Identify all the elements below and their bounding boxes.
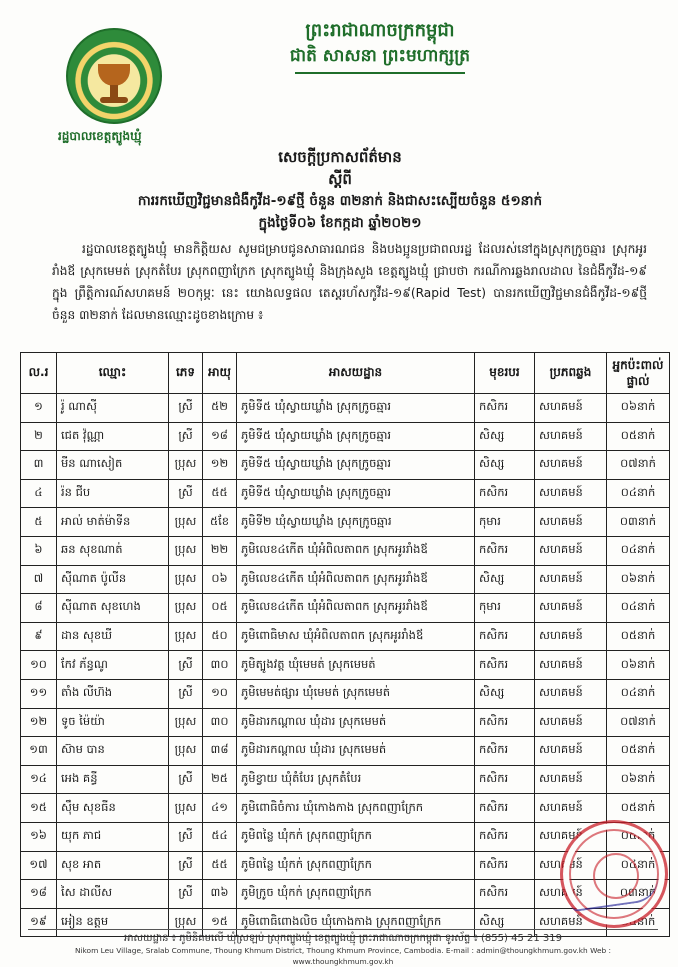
document-title: សេចក្ដីប្រកាសព័ត៌មាន xyxy=(278,148,402,166)
cell-contacts: ០៧នាក់ xyxy=(607,451,670,480)
intro-text: រដ្ឋបាលខេត្តត្បូងឃ្មុំ មានកិត្តិយស សូមជម្រាបជូនសាធារណជន និងបងប្អូនប្រជាពលរដ្ឋ ដែលរស់នៅក្នុងស្រុកក្រូចឆ្មារ ស្រុកអូររាំងឪ ស្រុកមេមត់ ស្រុកតំបែរ ស្រុកពញាក្រែក ស្រុកត្បូងឃ្មុំ និងក្រុងសួង ខេត្តត្បូងឃ្មុំ ជ្រាបថា ករណីការឆ្លងរាលដាល នៃជំងឺកូវីដ-១៩ ក្នុង ព្រឹត្តិការណ៍សហគមន៍ ២០កុម្ភៈ នេះ យោងលទ្ធផល តេស្តរហ័សកូវីដ-១៩(Rapid Test) បានរកឃើញវិជ្ជមានជំងឺកូវីដ-១៩ថ្មី ចំនួន ៣២នាក់ ដែលមានឈ្មោះដូចខាងក្រោម ៖ xyxy=(52,242,647,322)
cell-name: អេង គន្ធី xyxy=(57,765,169,794)
cell-occupation: កុមារ xyxy=(475,508,535,537)
cell-sex: ប្រុស xyxy=(169,565,203,594)
provincial-seal-icon xyxy=(66,28,162,124)
cell-source: សហគមន៍ xyxy=(535,451,607,480)
cell-contacts: ០៦នាក់ xyxy=(607,765,670,794)
cell-source: សហគមន៍ xyxy=(535,508,607,537)
table-row xyxy=(21,508,670,537)
cell-age: ២២ xyxy=(203,536,237,565)
cell-no: ៦ xyxy=(21,536,57,565)
table-header-row xyxy=(21,353,670,394)
cell-contacts: ០៥នាក់ xyxy=(607,794,670,823)
cell-sex: ស្រី xyxy=(169,880,203,909)
cell-no: ១៥ xyxy=(21,794,57,823)
cell-sex: ប្រុស xyxy=(169,737,203,766)
table-row xyxy=(21,622,670,651)
cell-source: សហគមន៍ xyxy=(535,851,607,880)
cell-occupation: កសិករ xyxy=(475,737,535,766)
table-row xyxy=(21,594,670,623)
cell-source: សហគមន៍ xyxy=(535,622,607,651)
cell-name: រ៉ូ ណាស៊ី xyxy=(57,394,169,423)
cell-sex: ស្រី xyxy=(169,822,203,851)
intro-paragraph xyxy=(52,238,647,326)
table-row xyxy=(21,851,670,880)
cell-address: ភូមិទី៥ ឃុំស្វាយឃ្លាំង ស្រុកក្រូចឆ្មារ xyxy=(237,479,475,508)
cell-no: ៨ xyxy=(21,594,57,623)
cell-occupation: កសិករ xyxy=(475,822,535,851)
cell-sex: ប្រុស xyxy=(169,708,203,737)
cell-name: កែវ ភ័ន្ធណូ xyxy=(57,651,169,680)
cell-name: ឆន សុខណាត់ xyxy=(57,536,169,565)
national-motto: ជាតិ សាសនា ព្រះមហាក្សត្រ xyxy=(289,46,471,66)
table-row xyxy=(21,737,670,766)
cell-address: ភូមិលេខ៤កើត ឃុំអំពិលតាពក ស្រុកអូររាំងឪ xyxy=(237,536,475,565)
cell-occupation: កសិករ xyxy=(475,536,535,565)
cell-source: សហគមន៍ xyxy=(535,565,607,594)
cell-age: ១០ xyxy=(203,679,237,708)
col-header-name: ឈ្មោះ xyxy=(57,353,169,394)
document-subject: ការរកឃើញវិជ្ជមានជំងឺកូវីដ-១៩ថ្មី ចំនួន ៣២នាក់ និងជាសះស្បើយចំនួន ៥១នាក់ xyxy=(137,193,543,209)
cell-address: ភូមិពោធិចំការ ឃុំកោងកាង ស្រុកពញាក្រែក xyxy=(237,794,475,823)
cell-source: សហគមន៍ xyxy=(535,822,607,851)
table-row xyxy=(21,536,670,565)
cell-address: ភូមិដារកណ្ដាល ឃុំដារ ស្រុកមេមត់ xyxy=(237,737,475,766)
cell-age: ៣៨ xyxy=(203,737,237,766)
cell-no: ២ xyxy=(21,422,57,451)
cell-address: ភូមិពោធិមាស ឃុំអំពិលតាពក ស្រុកអូររាំងឪ xyxy=(237,622,475,651)
col-header-occupation: មុខរបរ xyxy=(475,353,535,394)
table-row xyxy=(21,451,670,480)
cell-occupation: កសិករ xyxy=(475,479,535,508)
cell-address: ភូមិក្រូច ឃុំកក់ ស្រុកពញាក្រែក xyxy=(237,880,475,909)
cell-sex: ស្រី xyxy=(169,651,203,680)
cases-table xyxy=(20,352,670,937)
table-row xyxy=(21,679,670,708)
footer-address-khmer: អាសយដ្ឋាន ៖ ភូមិនិគមលើ ឃុំស្រឡប់ ស្រុកត្បូងឃ្មុំ ខេត្តត្បូងឃ្មុំ ព្រះរាជាណាចក្រកម្ពុជា ទូរស័ព្ទ ៖ (855) 45 21 319 xyxy=(124,933,562,944)
announcement-titles xyxy=(60,146,620,234)
cell-no: ៧ xyxy=(21,565,57,594)
cell-age: ៥៥ xyxy=(203,479,237,508)
cell-address: ភូមិត្បូងវត្ត ឃុំមេមត់ ស្រុកមេមត់ xyxy=(237,651,475,680)
cell-age: ៥ខែ xyxy=(203,508,237,537)
cell-occupation: កសិករ xyxy=(475,708,535,737)
cell-sex: ប្រុស xyxy=(169,908,203,937)
cell-sex: ប្រុស xyxy=(169,451,203,480)
cell-contacts: ០៥នាក់ xyxy=(607,822,670,851)
cell-name: យុក ភាជ xyxy=(57,822,169,851)
cell-name: ស៊ាម បាន xyxy=(57,737,169,766)
cell-name: ស៊ឹម សុខធីន xyxy=(57,794,169,823)
provincial-logo-block xyxy=(58,28,168,146)
logo-caption: រដ្ឋបាលខេត្តត្បូងឃ្មុំ xyxy=(58,129,142,143)
footer xyxy=(28,929,658,967)
cell-no: ៤ xyxy=(21,479,57,508)
cell-address: ភូមិទី៥ ឃុំស្វាយឃ្លាំង ស្រុកក្រូចឆ្មារ xyxy=(237,422,475,451)
cell-contacts: ០៣នាក់ xyxy=(607,880,670,909)
cell-no: ១៧ xyxy=(21,851,57,880)
cell-age: ១៨ xyxy=(203,422,237,451)
cell-contacts: ០៦នាក់ xyxy=(607,651,670,680)
cell-age: ៥៥ xyxy=(203,851,237,880)
cell-occupation: កសិករ xyxy=(475,394,535,423)
cell-occupation: សិស្ស xyxy=(475,565,535,594)
cell-contacts: ០៤នាក់ xyxy=(607,479,670,508)
cell-contacts: ០៥នាក់ xyxy=(607,908,670,937)
cell-age: ១២ xyxy=(203,451,237,480)
table-row xyxy=(21,422,670,451)
kingdom-title: ព្រះរាជាណាចក្រកម្ពុជា xyxy=(305,20,455,41)
cell-contacts: ០៤នាក់ xyxy=(607,594,670,623)
cell-name: ទូច ម៉ៃយ៉ា xyxy=(57,708,169,737)
cell-sex: ស្រី xyxy=(169,394,203,423)
col-header-sex: ភេទ xyxy=(169,353,203,394)
cell-address: ភូមិទី៥ ឃុំស្វាយឃ្លាំង ស្រុកក្រូចឆ្មារ xyxy=(237,451,475,480)
cell-no: ១០ xyxy=(21,651,57,680)
cell-address: ភូមិលេខ៤កើត ឃុំអំពិលតាពក ស្រុកអូររាំងឪ xyxy=(237,565,475,594)
cell-occupation: សិស្ស xyxy=(475,422,535,451)
cell-source: សហគមន៍ xyxy=(535,737,607,766)
cell-address: ភូមិពន្លៃ ឃុំកក់ ស្រុកពញាក្រែក xyxy=(237,822,475,851)
cell-address: ភូមិពោធិពោងលិច ឃុំកោងកាង ស្រុកពញាក្រែក xyxy=(237,908,475,937)
cell-occupation: កសិករ xyxy=(475,651,535,680)
cell-name: ដាន សុខឃី xyxy=(57,622,169,651)
cell-contacts: ០៤នាក់ xyxy=(607,679,670,708)
cell-age: ៣០ xyxy=(203,651,237,680)
cell-no: ៣ xyxy=(21,451,57,480)
cell-age: ០៦ xyxy=(203,565,237,594)
table-row xyxy=(21,794,670,823)
cell-contacts: ០៧នាក់ xyxy=(607,708,670,737)
cell-source: សហគមន៍ xyxy=(535,908,607,937)
cell-contacts: ០៣នាក់ xyxy=(607,508,670,537)
cell-address: ភូមិខ្វាយ ឃុំតំបែរ ស្រុកតំបែរ xyxy=(237,765,475,794)
col-header-address: អាសយដ្ឋាន xyxy=(237,353,475,394)
cell-name: សុខ អាត xyxy=(57,851,169,880)
document-about: ស្ដីពី xyxy=(328,170,352,188)
cell-name: សៃ ដាលីស xyxy=(57,880,169,909)
cell-address: ភូមិដារកណ្ដាល ឃុំដារ ស្រុកមេមត់ xyxy=(237,708,475,737)
col-header-contacts: អ្នកប៉ះពាល់ផ្ទាល់ xyxy=(607,353,670,394)
cell-name: ស៊ីណាត ប៉ូលីន xyxy=(57,565,169,594)
cell-sex: ប្រុស xyxy=(169,794,203,823)
table-row xyxy=(21,565,670,594)
cell-contacts: ០៦នាក់ xyxy=(607,565,670,594)
cell-name: តាំង លីហ៊ង xyxy=(57,679,169,708)
cell-sex: ប្រុស xyxy=(169,508,203,537)
cell-no: ១៤ xyxy=(21,765,57,794)
col-header-source: ប្រភពឆ្លង xyxy=(535,353,607,394)
cell-age: ៥៤ xyxy=(203,822,237,851)
cell-source: សហគមន៍ xyxy=(535,479,607,508)
cell-sex: ស្រី xyxy=(169,422,203,451)
cell-occupation: កសិករ xyxy=(475,851,535,880)
cell-source: សហគមន៍ xyxy=(535,708,607,737)
kingdom-header xyxy=(230,18,530,74)
table-row xyxy=(21,765,670,794)
cell-no: ៩ xyxy=(21,622,57,651)
cell-name: រ៉ន ជីប xyxy=(57,479,169,508)
table-row xyxy=(21,822,670,851)
cell-sex: ប្រុស xyxy=(169,622,203,651)
cell-sex: ប្រុស xyxy=(169,594,203,623)
document-date: ក្នុងថ្ងៃទី០៦ ខែកក្កដា ឆ្នាំ២០២១ xyxy=(258,215,422,231)
cell-no: ១៣ xyxy=(21,737,57,766)
cell-occupation: កសិករ xyxy=(475,622,535,651)
cell-occupation: សិស្ស xyxy=(475,679,535,708)
cell-sex: ស្រី xyxy=(169,765,203,794)
cell-no: ១៩ xyxy=(21,908,57,937)
table-row xyxy=(21,708,670,737)
cell-occupation: កសិករ xyxy=(475,880,535,909)
cell-no: ១១ xyxy=(21,679,57,708)
col-header-no: ល.រ xyxy=(21,353,57,394)
cell-name: ស៊ីណាត សុខហេង xyxy=(57,594,169,623)
cell-contacts: ០៦នាក់ xyxy=(607,394,670,423)
cell-no: ១២ xyxy=(21,708,57,737)
table-row xyxy=(21,394,670,423)
cell-contacts: ០៤នាក់ xyxy=(607,851,670,880)
cell-contacts: ០៤នាក់ xyxy=(607,536,670,565)
cell-occupation: កុមារ xyxy=(475,594,535,623)
cell-age: ២៥ xyxy=(203,765,237,794)
cell-address: ភូមិពន្លៃ ឃុំកក់ ស្រុកពញាក្រែក xyxy=(237,851,475,880)
col-header-age: អាយុ xyxy=(203,353,237,394)
cell-sex: ស្រី xyxy=(169,851,203,880)
cell-contacts: ០៥នាក់ xyxy=(607,422,670,451)
header-divider xyxy=(295,72,465,74)
cell-name: មីន ណាសៀត xyxy=(57,451,169,480)
cell-age: ៤១ xyxy=(203,794,237,823)
cell-contacts: ០៥នាក់ xyxy=(607,737,670,766)
cell-age: ៣៦ xyxy=(203,880,237,909)
cell-no: ១៨ xyxy=(21,880,57,909)
cell-name: អាល់ មាត់ម៉ាទីន xyxy=(57,508,169,537)
cell-address: ភូមិលេខ៤កើត ឃុំអំពិលតាពក ស្រុកអូររាំងឪ xyxy=(237,594,475,623)
cell-source: សហគមន៍ xyxy=(535,880,607,909)
cell-no: ១៦ xyxy=(21,822,57,851)
cell-address: ភូមិមេមត់ផ្សារ ឃុំមេមត់ ស្រុកមេមត់ xyxy=(237,679,475,708)
cell-age: ៥២ xyxy=(203,394,237,423)
cell-address: ភូមិទី២ ឃុំស្វាយឃ្លាំង ស្រុកក្រូចឆ្មារ xyxy=(237,508,475,537)
cell-sex: ស្រី xyxy=(169,679,203,708)
cell-sex: ស្រី xyxy=(169,479,203,508)
table-row xyxy=(21,651,670,680)
cell-source: សហគមន៍ xyxy=(535,679,607,708)
cell-address: ភូមិទី៥ ឃុំស្វាយឃ្លាំង ស្រុកក្រូចឆ្មារ xyxy=(237,394,475,423)
cell-source: សហគមន៍ xyxy=(535,794,607,823)
cell-source: សហគមន៍ xyxy=(535,765,607,794)
cell-occupation: សិស្ស xyxy=(475,908,535,937)
cell-source: សហគមន៍ xyxy=(535,536,607,565)
cell-name: អៀន ឧត្ដម xyxy=(57,908,169,937)
cell-age: ៥០ xyxy=(203,622,237,651)
cell-source: សហគមន៍ xyxy=(535,594,607,623)
cell-name: ជេត វ៉ុណ្ណា xyxy=(57,422,169,451)
footer-address-english: Nikom Leu Village, Sralab Commune, Thoung Khmum District, Thoung Khmum Province, Cambodia. E-mail : admin@thoungkhmum.gov.kh Web : www.thoungkhmum.gov.kh xyxy=(74,946,612,966)
cell-sex: ប្រុស xyxy=(169,536,203,565)
cell-occupation: កសិករ xyxy=(475,765,535,794)
table-row xyxy=(21,479,670,508)
cell-age: ០៥ xyxy=(203,594,237,623)
cell-contacts: ០៥នាក់ xyxy=(607,622,670,651)
cell-occupation: កសិករ xyxy=(475,794,535,823)
cell-age: ៣០ xyxy=(203,708,237,737)
cell-source: សហគមន៍ xyxy=(535,394,607,423)
cell-no: ៥ xyxy=(21,508,57,537)
cell-age: ១៥ xyxy=(203,908,237,937)
cell-no: ១ xyxy=(21,394,57,423)
cell-source: សហគមន៍ xyxy=(535,422,607,451)
cell-occupation: សិស្ស xyxy=(475,451,535,480)
cell-source: សហគមន៍ xyxy=(535,651,607,680)
